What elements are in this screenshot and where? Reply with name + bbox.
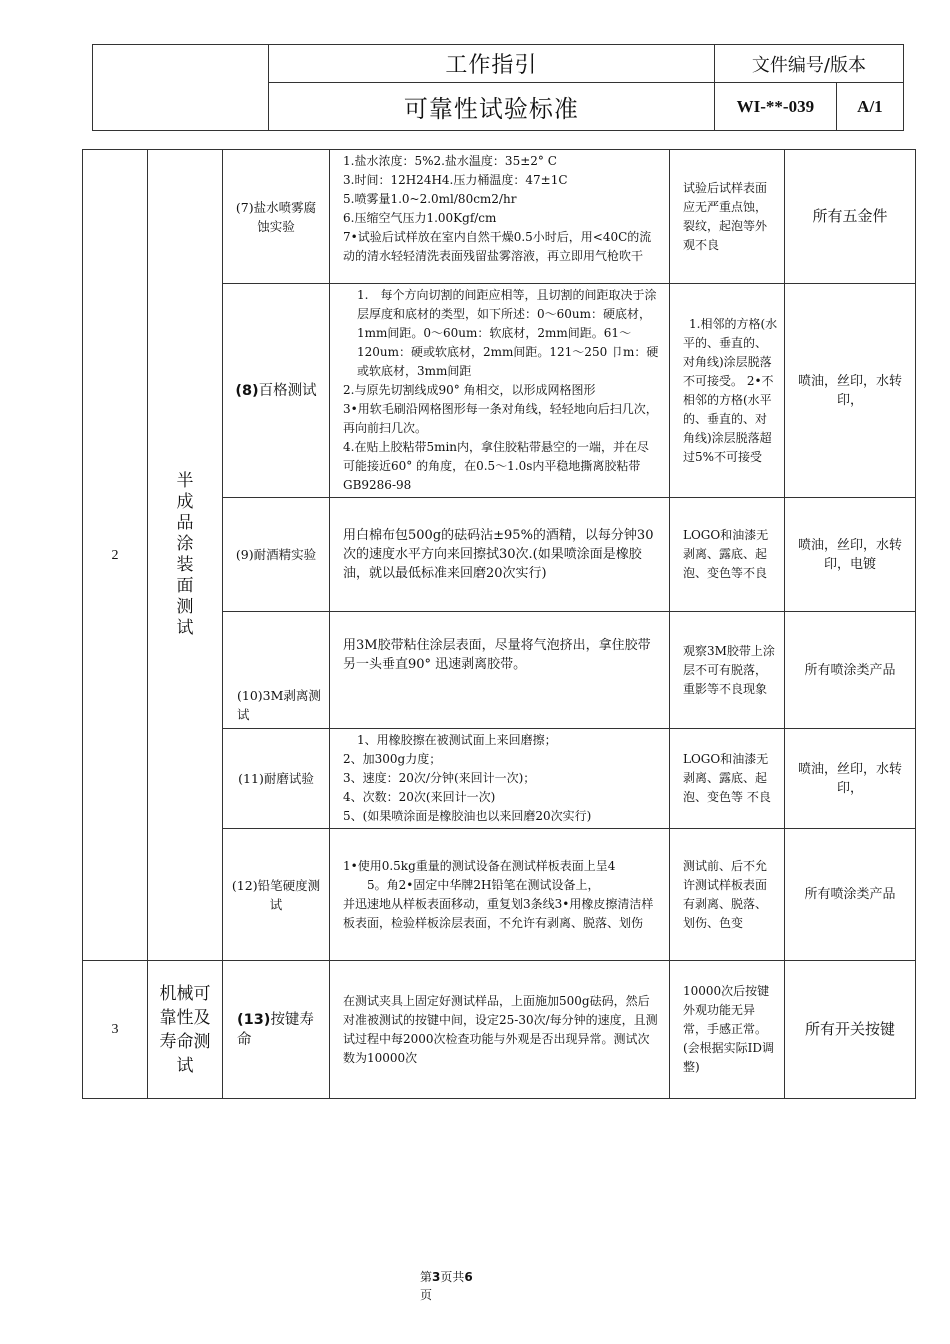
page-title: 可靠性试验标准 — [269, 83, 715, 131]
applicable-scope: 喷油，丝印，水转印， — [785, 729, 916, 829]
standard-line: 5。角2•固定中华牌2H铅笔在测试设备上， — [367, 877, 600, 892]
acceptance-criteria — [670, 284, 785, 498]
doc-number: WI-**-039 — [714, 83, 836, 131]
table-row — [83, 961, 916, 1099]
applicable-scope: 所有喷涂类产品 — [785, 612, 916, 729]
acceptance-criteria: LOGO和油漆无剥离、露底、起泡、变色等不良 — [670, 498, 785, 612]
test-item-name: (7)盐水喷雾腐蚀实验 — [223, 150, 330, 284]
test-standard — [330, 612, 670, 729]
test-item-number: (13) — [237, 1011, 271, 1028]
criteria-line: LOGO和油漆无剥离、露底、起泡、变色等 — [683, 752, 769, 804]
standard-line: 用3M胶带粘住涂层表面，尽量将气泡挤出，拿住胶带另一头垂直90° 迅速剥离胶带。 — [343, 638, 651, 672]
table-row — [83, 150, 916, 284]
test-standard — [330, 961, 670, 1099]
page-current: 3 — [432, 1270, 441, 1284]
standard-line: 在测试夹具上固定好测试样品，上面施加500g砝码，然后对准被测试的按键中间，设定25-30次/每分钟的速度，且测试过程中每2000次检查功能与外观是否出现异常。测试次数为10000次 — [343, 993, 658, 1065]
standard-line: 1. 每个方向切割的间距应相等，且切割的间距取决于涂层厚度和底材的类型，如下所述：0～60um：硬底材，1mm间距。0～60um：软底材，2mm间距。61～120um：硬或软底材，2mm间距。121～250 卩m：硬或软底材，3mm间距 — [357, 288, 659, 378]
doc-version-label: 文件编号/版本 — [714, 45, 903, 83]
page-total: 6 — [464, 1270, 473, 1284]
applicable-scope: 所有喷涂类产品 — [785, 829, 916, 961]
document-header — [92, 44, 904, 131]
standard-line: 5、(如果喷涂面是橡胶油也以来回磨20次实行) — [343, 809, 592, 823]
applicable-scope: 所有五金件 — [785, 150, 916, 284]
acceptance-criteria: 观察3M胶带上涂层不可有脱落，重影等不良现象 — [670, 612, 785, 729]
test-standard — [330, 729, 670, 829]
standard-line: 1.盐水浓度：5%2.盐水温度：35±2° C — [343, 154, 557, 168]
test-item-name: (11)耐磨试验 — [223, 729, 330, 829]
test-item-name: (10)3M剥离测试 — [223, 612, 330, 729]
test-item-name — [223, 284, 330, 498]
standard-line: 2.与原先切割线成90° 角相交，以形成网格图形 — [343, 383, 596, 397]
standard-line: 3.时间：12H24H4.压力桶温度：47±1C — [343, 173, 568, 187]
standard-line: 4、次数：20次(来回计一次) — [343, 790, 496, 804]
test-item-name — [223, 961, 330, 1099]
standard-line: 4.在贴上胶粘带5min内，拿住胶粘带悬空的一端，并在尽可能接近60° 的角度，在0.5～1.0s内平稳地撕离胶粘带GB9286-98 — [343, 440, 650, 492]
page-footer — [420, 1268, 510, 1304]
standard-line: 3、速度：20次/分钟(来回计一次)； — [343, 771, 536, 785]
standard-line: 1•使用0.5kg重量的测试设备在测试样板表面上呈4 — [343, 858, 616, 873]
standard-line: 3•用软毛刷沿网格图形每一条对角线，轻轻地向后扫几次，再向前扫几次。 — [343, 402, 658, 435]
standard-line: 6.压缩空气压力1.00Kgf/cm — [343, 211, 497, 225]
criteria-line: 1.相邻的方格(水平的、垂直的、对角线)涂层脱落不可接受。 — [683, 316, 778, 388]
test-item-name: (12)铅笔硬度测试 — [223, 829, 330, 961]
section-number: 3 — [83, 961, 148, 1099]
page-mid: 页共 — [440, 1270, 465, 1284]
doc-version: A/1 — [836, 83, 903, 131]
acceptance-criteria: 测试前、后不允许测试样板表面有剥离、脱落、划伤、色变 — [670, 829, 785, 961]
standard-line: 5.喷雾量1.0~2.0ml/80cm2/hr — [343, 192, 517, 206]
standard-line: 7•试验后试样放在室内自然干燥0.5小时后，用<40C的流动的清水轻轻清洗表面残留盐雾溶液，再立即用气枪吹干 — [343, 230, 652, 263]
applicable-scope: 喷油，丝印，水转印，电镀 — [785, 498, 916, 612]
section-category-label: 半成品涂装面测试 — [176, 471, 194, 638]
test-item-label: 按键寿命 — [237, 1011, 314, 1048]
standard-line: 并迅速地从样板表面移动，重复划3条线3•用橡皮擦清洁样板表面，检验样板涂层表面，不允许有剥离、脱落、划伤 — [343, 896, 654, 930]
standard-line: 用白棉布包500g的砝码沾±95%的酒精，以每分钟30次的速度水平方向来回擦拭30次.(如果喷涂面是橡胶油，就以最低标准来回磨20次实行) — [343, 528, 654, 581]
standard-line: 1、用橡胶擦在被测试面上来回磨擦； — [357, 733, 557, 747]
acceptance-criteria: 试验后试样表面应无严重点蚀，裂纹，起泡等外观不良 — [670, 150, 785, 284]
test-standard — [330, 498, 670, 612]
test-standard — [330, 829, 670, 961]
test-standard — [330, 150, 670, 284]
page-suffix: 页 — [420, 1288, 433, 1302]
section-category — [148, 150, 223, 961]
test-standard — [330, 284, 670, 498]
standard-line: 2、加300g力度； — [343, 752, 442, 766]
test-item-label: 百格测试 — [258, 382, 317, 399]
logo-cell — [93, 45, 269, 131]
acceptance-criteria — [670, 729, 785, 829]
applicable-scope: 喷油，丝印，水转印， — [785, 284, 916, 498]
header-title-top: 工作指引 — [269, 45, 715, 83]
page-prefix: 第 — [420, 1270, 433, 1284]
criteria-line: 不良 — [746, 790, 771, 804]
acceptance-criteria: 10000次后按键外观功能无异常，手感正常。(会根据实际ID调整) — [670, 961, 785, 1099]
applicable-scope: 所有开关按键 — [785, 961, 916, 1099]
test-standards-table — [82, 149, 916, 1099]
test-item-name: (9)耐酒精实验 — [223, 498, 330, 612]
section-number: 2 — [83, 150, 148, 961]
section-category: 机械可靠性及寿命测试 — [148, 961, 223, 1099]
test-item-number: (8) — [235, 382, 259, 399]
criteria-line: 2•不相邻的方格(水平的、垂直的、对角线)涂层脱落超过5%不可接受 — [683, 373, 774, 464]
